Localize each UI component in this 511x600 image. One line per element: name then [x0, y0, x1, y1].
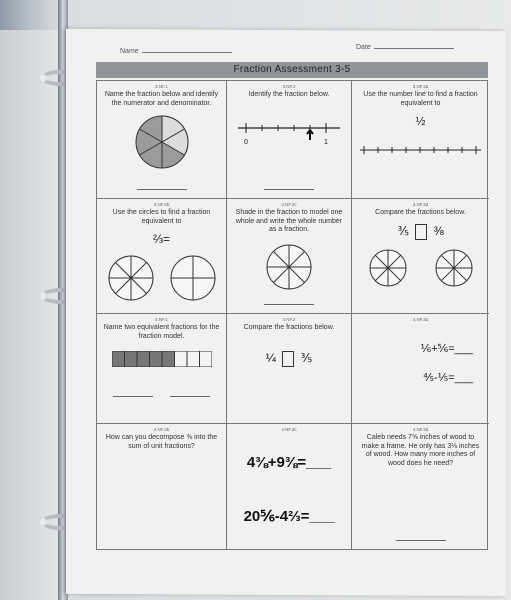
cell-4nf3d	[352, 424, 489, 549]
equation-1: ⅙+⅚=___	[420, 343, 473, 355]
standard-code: 3.NF.3a	[412, 84, 429, 89]
question-text: How can you decompose ⅜ into the sum of unit fractions?	[105, 434, 218, 450]
bar-model-icon	[112, 351, 212, 367]
cell-3nf3d	[352, 199, 489, 314]
comparison	[358, 224, 483, 240]
pie-model-icon	[132, 112, 192, 172]
comparison	[233, 351, 345, 367]
date-field	[356, 44, 454, 51]
question-text: Use the number line to find a fraction equivalent to	[363, 91, 478, 107]
answer-line	[396, 540, 446, 541]
standard-code: 3.NF.2	[282, 84, 296, 89]
standard-code: 3.NF.3b	[153, 202, 170, 207]
standard-code: 4.NF.2	[282, 317, 296, 322]
compare-box	[415, 224, 427, 240]
standard-code: 4.NF.3c	[281, 427, 297, 432]
question-text: Shade in the fraction to model one whole and write the whole number as a fraction.	[235, 209, 343, 233]
given-fraction: ½	[415, 114, 426, 128]
left-fraction: ⅗	[397, 223, 409, 238]
equation-1: 4⅜+9⅜=___	[246, 454, 332, 471]
name-field	[120, 48, 232, 55]
compare-box	[282, 351, 294, 367]
equation-2: 20⅚-4⅔=___	[243, 508, 335, 525]
standard-code: 3.NF.3c	[281, 202, 297, 207]
answer-line	[264, 189, 314, 190]
cell-4nf3c	[227, 424, 352, 549]
question-text: Identify the fraction below.	[248, 91, 330, 98]
worksheet-title: Fraction Assessment 3-5	[96, 62, 488, 78]
number-line-icon	[234, 118, 344, 148]
right-fraction: ⅗	[300, 350, 313, 365]
cell-3nf1	[97, 81, 227, 199]
assessment-grid	[96, 80, 488, 550]
cell-3nf3b	[97, 199, 227, 314]
question-text: Caleb needs 7⅝ inches of wood to make a frame. He only has 3⅛ inches of wood. How many more inches of wood does he need?	[361, 434, 480, 467]
svg-text:0: 0	[244, 138, 248, 146]
answer-line	[137, 189, 187, 190]
question-text: Compare the fractions below.	[375, 209, 466, 216]
standard-code: 4.NF.1	[154, 317, 168, 322]
standard-code: 3.NF.3d	[412, 202, 429, 207]
answer-line-1	[113, 396, 153, 397]
compare-circles-icon	[366, 248, 476, 288]
answer-line-2	[170, 396, 210, 397]
standard-code: 4.NF.3a	[412, 317, 429, 322]
svg-text:1: 1	[324, 138, 328, 146]
question-text: Use the circles to find a fraction equivalent to	[112, 209, 211, 225]
answer-line	[264, 304, 314, 305]
standard-code: 4.NF.3d	[412, 427, 429, 432]
question-text: Compare the fractions below.	[243, 324, 335, 331]
question-text: Name two equivalent fractions for the fraction model.	[103, 324, 220, 340]
standard-code: 4.NF.3b	[153, 427, 170, 432]
right-fraction: ⅜	[433, 223, 444, 238]
name-label: Name	[120, 48, 139, 55]
question-text: Name the fraction below and identify the numerator and denominator.	[104, 91, 219, 107]
standard-code: 3.NF.1	[154, 84, 168, 89]
equation-2: ⅘-⅕=___	[423, 372, 473, 384]
cell-4nf1	[97, 314, 227, 424]
circles-model-icon	[103, 252, 223, 304]
blank-number-line-icon	[358, 142, 483, 158]
left-fraction: ¼	[265, 350, 276, 365]
date-label: Date	[356, 44, 371, 51]
cell-4nf2	[227, 314, 352, 424]
cell-4nf3b	[97, 424, 227, 549]
whole-circle-icon	[263, 241, 315, 293]
cell-4nf3a	[352, 314, 489, 424]
given-fraction: ⅔=	[152, 232, 170, 246]
cell-3nf3c	[227, 199, 352, 314]
cell-3nf2	[227, 81, 352, 199]
cell-3nf3a	[352, 81, 489, 199]
